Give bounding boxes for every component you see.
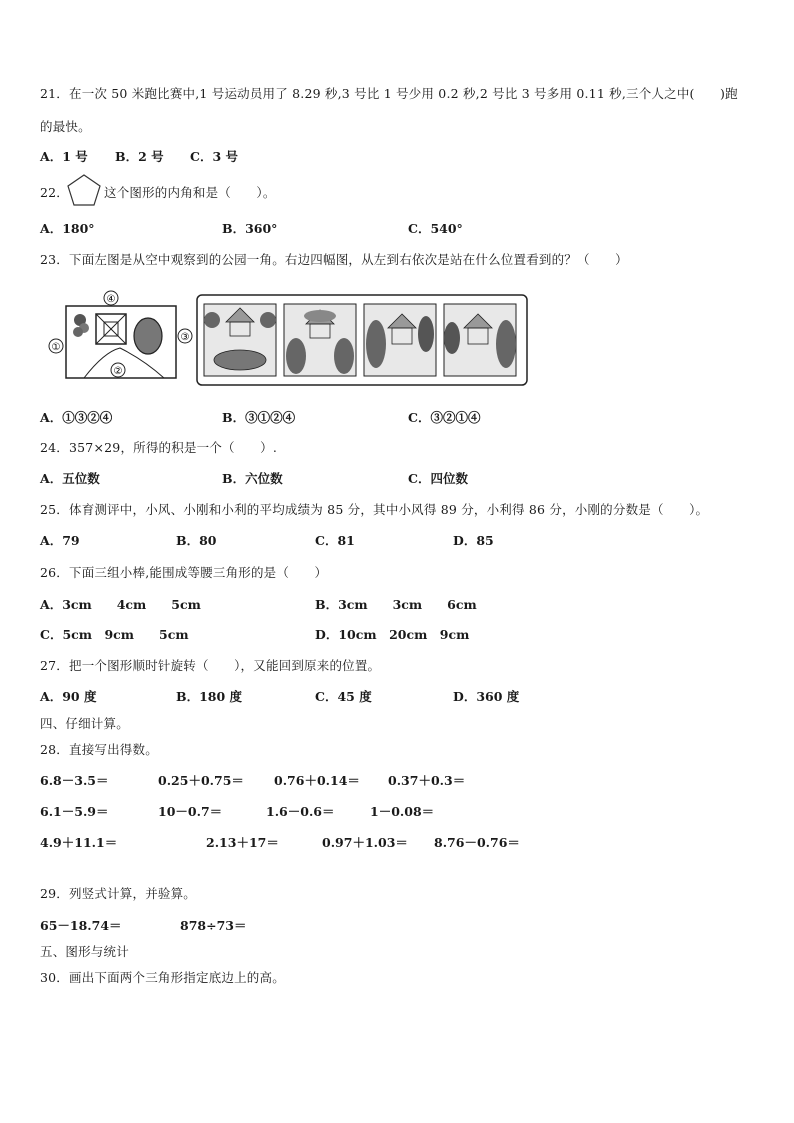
q22-option-b: B．360° [222,221,278,236]
q27-option-a: A．90 度 [40,689,97,704]
q28-item: 0.25＋0.75＝ [158,773,244,788]
q28-item: 4.9＋11.1＝ [40,835,118,850]
q22-option-c: C．540° [408,221,463,236]
q29-stem: 29．列竖式计算，并验算。 [40,886,197,901]
section-4-heading: 四、仔细计算。 [40,716,129,731]
q22-option-a: A．180° [40,221,95,236]
q27-option-c: C．45 度 [315,689,372,704]
q24-option-a: A．五位数 [40,471,100,486]
q21-option-b: B．2 号 [115,149,164,164]
q28-item: 6.1－5.9＝ [40,804,109,819]
q28-item: 0.97＋1.03＝ [322,835,408,850]
q28-item: 1－0.08＝ [370,804,435,819]
q21-option-a: A．1 号 [40,149,88,164]
q23-option-c: C．③②①④ [408,410,481,425]
view-2 [284,304,356,376]
q24-stem: 24．357×29，所得的积是一个（ ）. [40,440,278,455]
q29-item: 878÷73＝ [180,918,247,933]
q22-stem: 这个图形的内角和是（ ）。 [104,185,276,200]
q29-item: 65－18.74＝ [40,918,122,933]
q28-item: 6.8－3.5＝ [40,773,109,788]
q28-item: 1.6－0.6＝ [266,804,335,819]
q26-option-b: B．3cm 3cm 6cm [315,597,477,612]
view-4 [444,304,516,376]
position-2-label: ② [113,366,123,377]
position-4-label: ④ [106,294,116,305]
q23-option-a: A．①③②④ [40,410,113,425]
q28-item: 8.76－0.76＝ [434,835,520,850]
q27-option-d: D．360 度 [453,689,520,704]
q28-item: 2.13＋17＝ [206,835,279,850]
q25-stem: 25．体育测评中，小风、小刚和小利的平均成绩为 85 分，其中小风得 89 分，小利得 86 分，小刚的分数是（ ）。 [40,502,709,517]
q24-option-c: C．四位数 [408,471,468,486]
q23-option-b: B．③①②④ [222,410,296,425]
section-5-heading: 五、图形与统计 [40,944,129,959]
q28-item: 10－0.7＝ [158,804,223,819]
q28-item: 0.37＋0.3＝ [388,773,466,788]
view-1 [204,304,276,376]
pentagon-figure [66,173,102,207]
q27-option-b: B．180 度 [176,689,243,704]
four-views-panel [196,294,528,386]
q26-option-c: C．5cm 9cm 5cm [40,627,189,642]
q22-number: 22． [40,185,70,200]
q26-option-d: D．10cm 20cm 9cm [315,627,470,642]
q21-stem-line1: 21．在一次 50 米跑比赛中,1 号运动员用了 8.29 秒,3 号比 1 号少用 0.2 秒,2 号比 3 号多用 0.11 秒,三个人之中( )跑 [40,86,738,101]
q28-item: 0.76＋0.14＝ [274,773,360,788]
q30-stem: 30．画出下面两个三角形指定底边上的高。 [40,970,285,985]
q25-option-a: A．79 [40,533,80,548]
pond-mark [134,318,162,354]
park-top-view-map [44,290,194,386]
q23-stem: 23．下面左图是从空中观察到的公园一角。右边四幅图，从左到右依次是站在什么位置看到的？（ ） [40,252,628,267]
position-1-label: ① [51,342,61,353]
q27-stem: 27．把一个图形顺时针旋转（ ），又能回到原来的位置。 [40,658,381,673]
q26-stem: 26．下面三组小棒,能围成等腰三角形的是（ ） [40,565,328,580]
q21-option-c: C．3 号 [190,149,238,164]
q25-option-b: B．80 [176,533,217,548]
view-3 [364,304,436,376]
q28-stem: 28．直接写出得数。 [40,742,158,757]
q25-option-d: D．85 [453,533,494,548]
q26-option-a: A．3cm 4cm 5cm [40,597,201,612]
q21-stem-line2: 的最快。 [40,119,91,134]
q24-option-b: B．六位数 [222,471,283,486]
position-3-label: ③ [180,332,190,343]
q25-option-c: C．81 [315,533,355,548]
